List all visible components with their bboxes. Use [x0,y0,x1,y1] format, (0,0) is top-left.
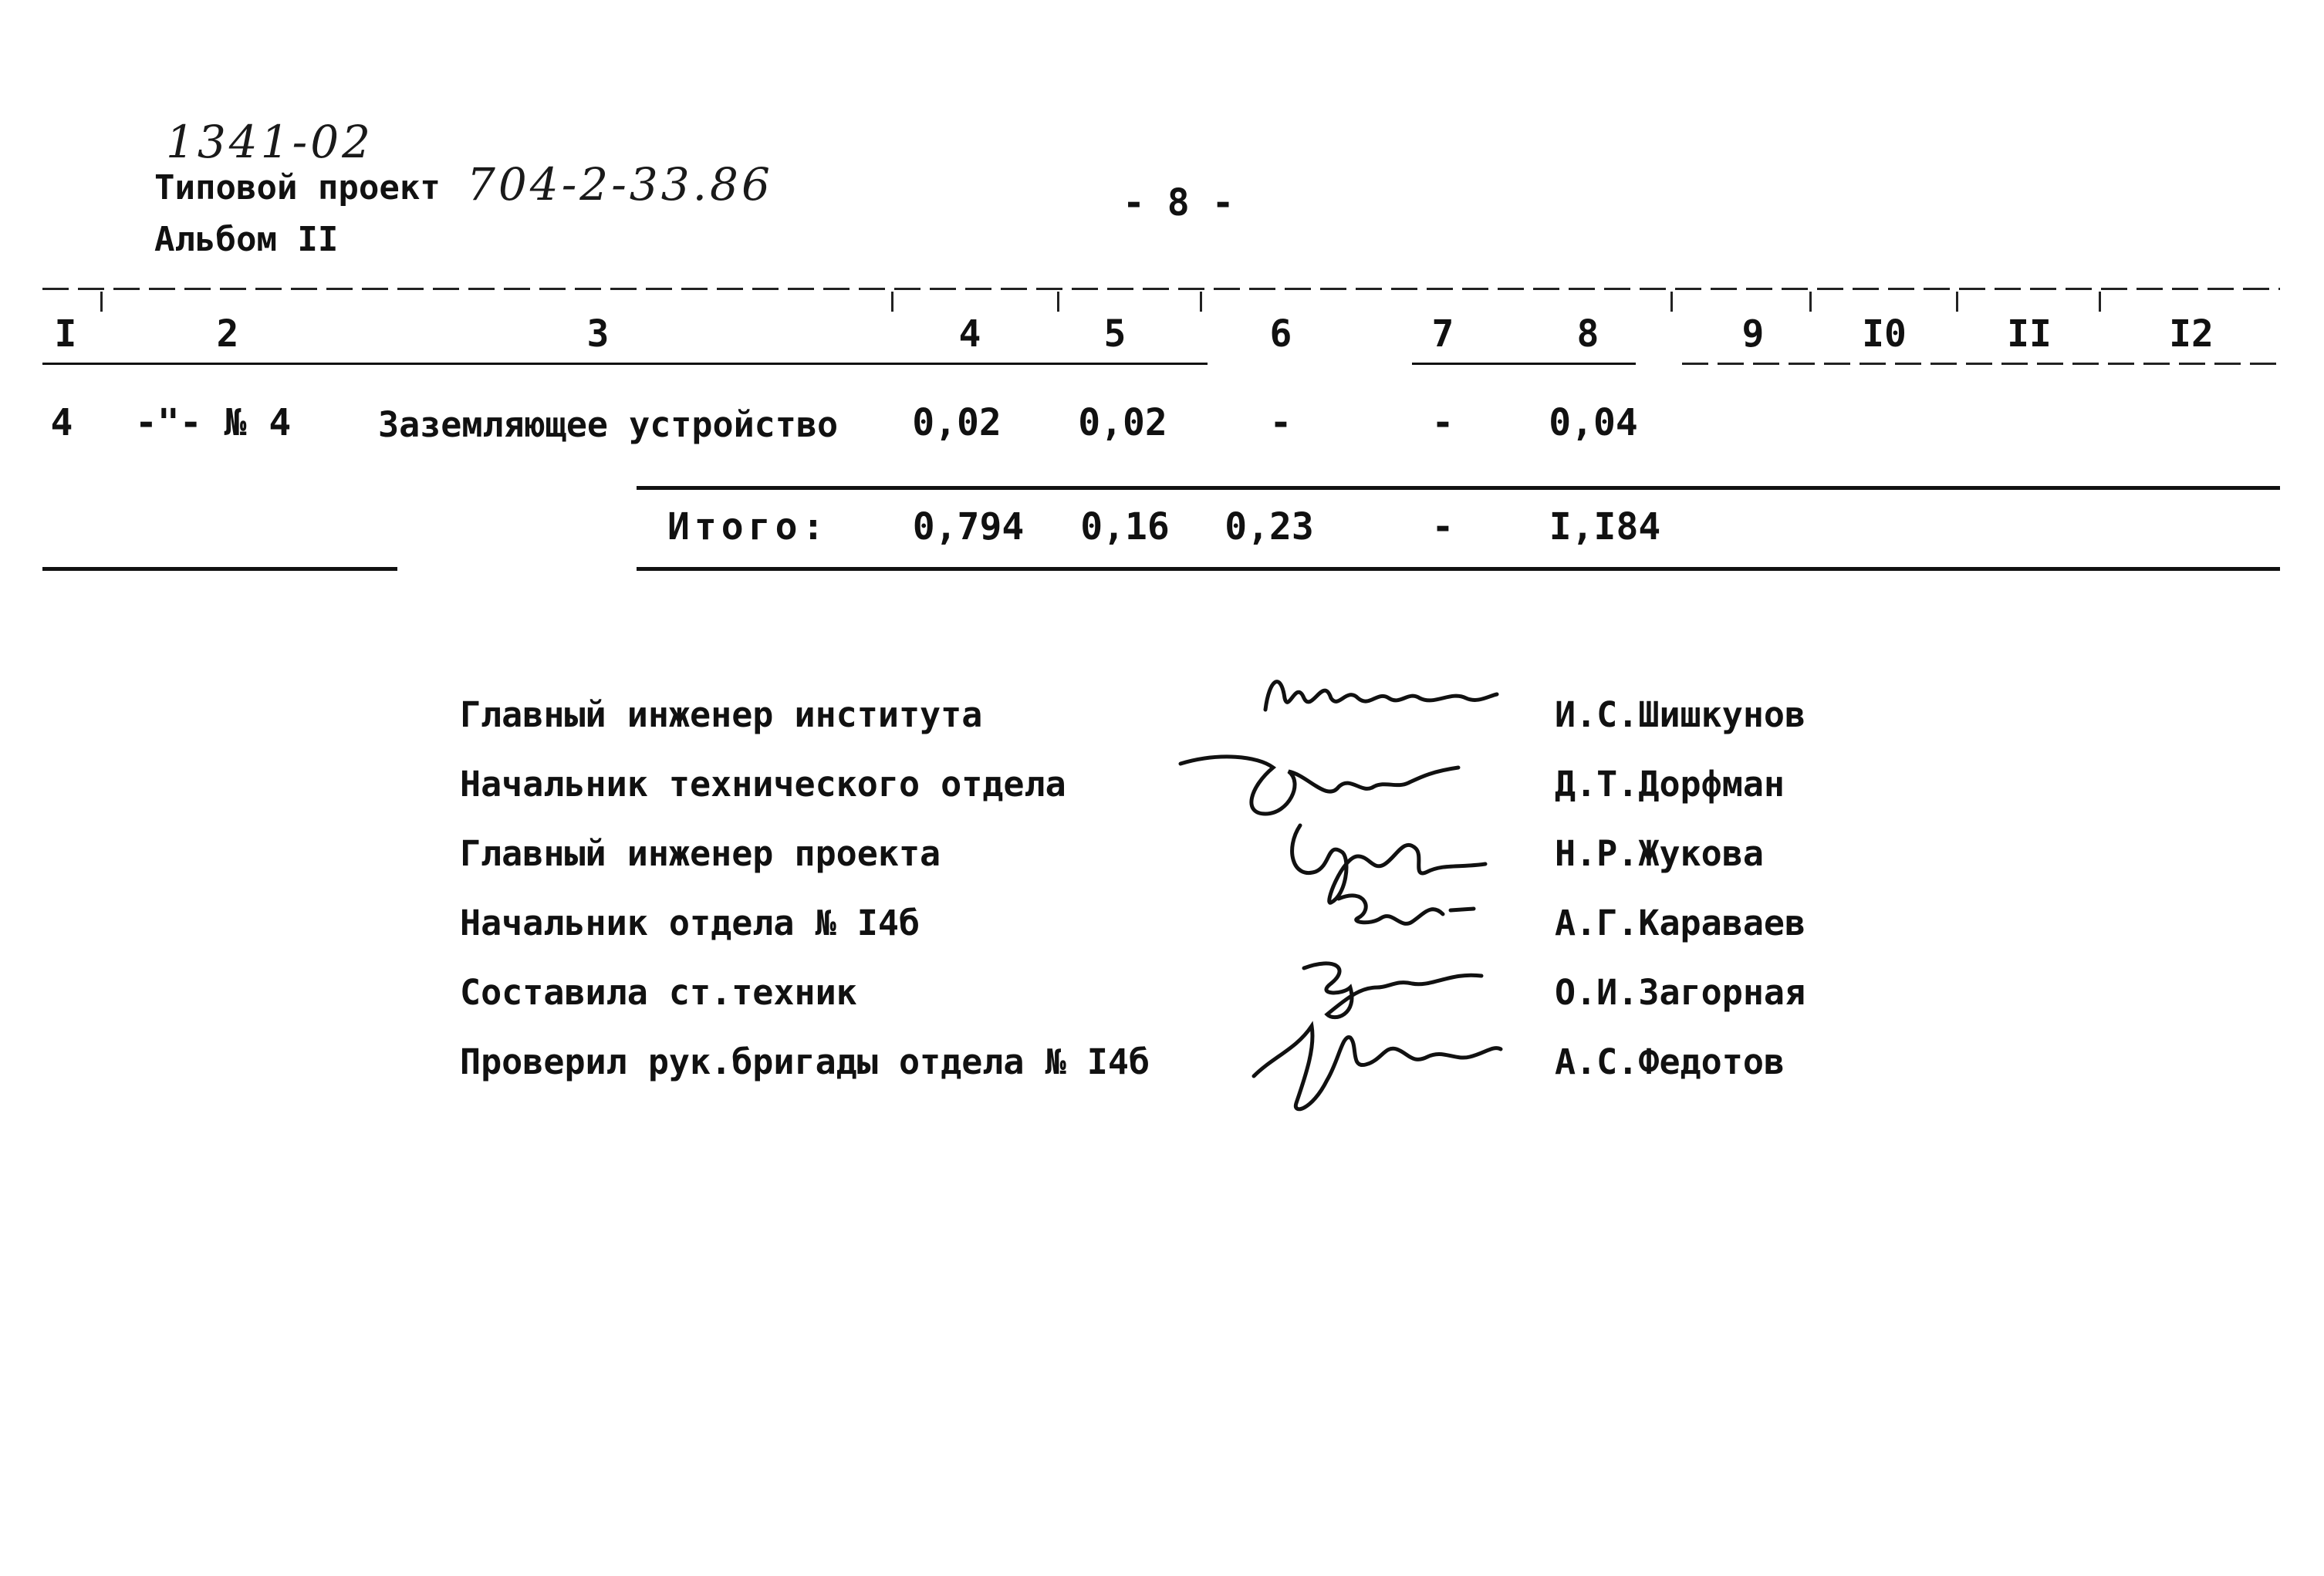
column-tick [2099,292,2101,312]
signatory-name: И.С.Шишкунов [1555,694,1806,735]
column-header-3: 3 [586,312,610,356]
column-header-2: 2 [216,312,239,356]
total-value-5: 0,16 [1080,505,1170,548]
signature-role: Составила ст.техник [460,972,857,1013]
signature-drawing [1242,1003,1505,1126]
column-tick [1809,292,1812,312]
column-tick [100,292,103,312]
column-tick [1670,292,1673,312]
table-bottom-rule [637,567,2280,571]
column-header-7: 7 [1431,312,1454,356]
page-number: - 8 - [1123,181,1235,224]
row-number: 4 [50,401,73,444]
signatory-name: О.И.Загорная [1555,972,1806,1013]
column-header-4: 4 [958,312,981,356]
total-value-7: - [1431,505,1454,548]
column-header-10: I0 [1862,312,1907,356]
table-top-rule [42,288,2280,290]
row-value-8: 0,04 [1549,401,1638,444]
column-tick [1956,292,1958,312]
row-value-6: - [1269,401,1292,444]
doc-number-handwritten: 1341-02 [166,116,374,168]
column-header-1: I [54,312,77,356]
signature-drawing [1327,879,1481,949]
column-header-8: 8 [1576,312,1599,356]
total-value-6: 0,23 [1224,505,1314,548]
row-ditto-ref: -"- № 4 [135,401,292,444]
signature-role: Начальник технического отдела [460,764,1066,805]
signature-role: Проверил рук.бригады отдела № I4б [460,1041,1150,1082]
signature-drawing [1250,656,1505,725]
project-label: Типовой проект [154,168,441,208]
total-label: Итого: [667,505,829,548]
signature-role: Начальник отдела № I4б [460,903,920,943]
column-tick [1200,292,1202,312]
signatory-name: Д.Т.Дорфман [1555,764,1785,805]
header-underline [42,363,1208,365]
header-underline [1682,363,2280,365]
header-underline [1412,363,1636,365]
signatory-name: А.Г.Караваев [1555,903,1806,943]
column-header-5: 5 [1103,312,1127,356]
signature-role: Главный инженер института [460,694,983,735]
row-description: Заземляющее устройство [378,404,839,445]
total-value-4: 0,794 [912,505,1025,548]
signature-role: Главный инженер проекта [460,833,941,874]
project-number-handwritten: 704-2-33.86 [467,158,773,211]
column-tick [891,292,893,312]
column-header-11: II [2007,312,2052,356]
column-tick [1057,292,1059,312]
column-header-12: I2 [2169,312,2214,356]
row-value-7: - [1431,401,1454,444]
column-header-6: 6 [1269,312,1292,356]
row-value-5: 0,02 [1078,401,1167,444]
total-value-8: I,I84 [1549,505,1661,548]
row-value-4: 0,02 [912,401,1002,444]
total-top-rule [637,486,2280,490]
column-header-9: 9 [1741,312,1765,356]
table-bottom-rule-left [42,567,397,571]
signatory-name: Н.Р.Жукова [1555,833,1764,874]
signatory-name: А.С.Федотов [1555,1041,1785,1082]
album-label: Альбом II [154,220,339,259]
